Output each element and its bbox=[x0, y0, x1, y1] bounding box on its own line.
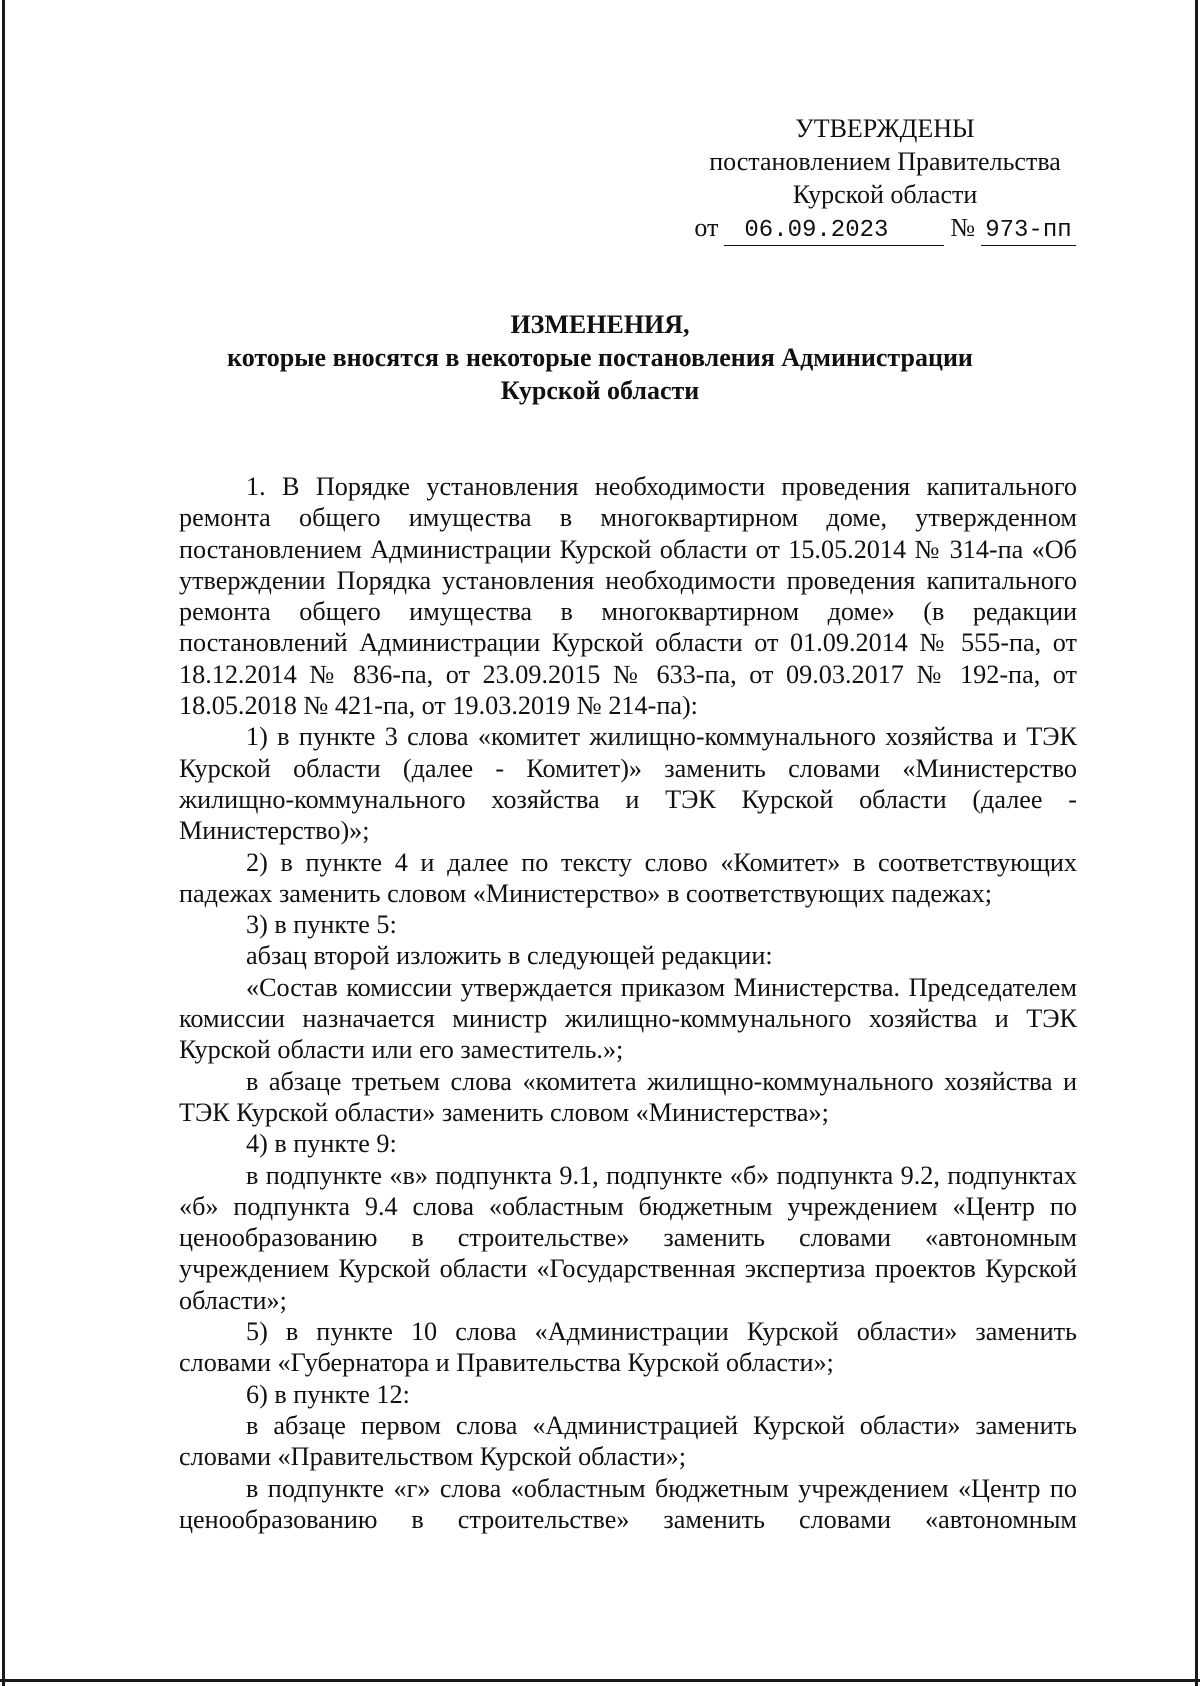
paragraph-10: 5) в пункте 10 слова «Администрации Курской области» заменить словами «Губернатора и Правительства Курской области»; bbox=[179, 1317, 1077, 1378]
scan-edge-bottom bbox=[0, 1679, 1200, 1682]
paragraph-8: 4) в пункте 9: bbox=[246, 1129, 397, 1159]
paragraph-13: в подпункте «г» слова «областным бюджетным учреждением «Центр по ценообразованию в строительстве» заменить словами «автономным bbox=[179, 1473, 1077, 1534]
paragraph-4: 3) в пункте 5: bbox=[246, 910, 397, 940]
document-body bbox=[179, 471, 1077, 1535]
title-line-3: Курской области bbox=[500, 376, 700, 405]
approval-region: Курской области bbox=[792, 180, 978, 209]
paragraph-5: абзац второй изложить в следующей редакции: bbox=[246, 941, 773, 971]
approval-number: 973-пп bbox=[981, 217, 1075, 246]
date-prefix: от bbox=[694, 213, 719, 242]
scan-edge-left bbox=[2, 0, 5, 1686]
paragraph-7: в абзаце третьем слова «комитета жилищно-коммунального хозяйства и ТЭК Курской области» заменить словом «Министерства»; bbox=[179, 1066, 1077, 1127]
approval-date-line bbox=[680, 211, 1090, 246]
paragraph-11: 6) в пункте 12: bbox=[246, 1379, 410, 1409]
paragraph-6: «Состав комиссии утверждается приказом Министерства. Председателем комиссии назначается министр жилищно-коммунального хозяйства и ТЭК Курской области или его заместитель.»; bbox=[179, 972, 1077, 1065]
scan-edge-right bbox=[1195, 0, 1198, 1686]
approval-stamp-block bbox=[680, 112, 1090, 246]
approval-date: 06.09.2023 bbox=[724, 217, 944, 246]
document-title bbox=[180, 308, 1020, 407]
approval-issuer: постановлением Правительства bbox=[709, 147, 1061, 176]
paragraph-9: в подпункте «в» подпункта 9.1, подпункте «б» подпункта 9.2, подпунктах «б» подпункта 9.4 слова «областным бюджетным учреждением «Центр по ценообразованию в строительстве» заменить словами «автономным учреждением Курской области «Государственная экспертиза проектов Курской области»; bbox=[179, 1160, 1077, 1315]
title-line-2: которые вносятся в некоторые постановления Администрации bbox=[227, 343, 973, 372]
paragraph-3: 2) в пункте 4 и далее по тексту слово «Комитет» в соответствующих падежах заменить словом «Министерство» в соответствующих падежах; bbox=[179, 847, 1077, 908]
paragraph-2: 1) в пункте 3 слова «комитет жилищно-коммунального хозяйства и ТЭК Курской области (далее - Комитет)» заменить словами «Министерство жилищно-коммунального хозяйства и ТЭК Курской области (далее - Министерство)»; bbox=[179, 722, 1077, 846]
title-line-1: ИЗМЕНЕНИЯ, bbox=[510, 310, 690, 339]
number-sign: № bbox=[950, 213, 976, 242]
paragraph-1: 1. В Порядке установления необходимости проведения капитального ремонта общего имущества в многоквартирном доме, утвержденном постановлением Администрации Курской области от 15.05.2014 № 314-па «Об утверждении Порядка установления необходимости проведения капитального ремонта общего имущества в многоквартирном доме» (в редакции постановлений Администрации Курской области от 01.09.2014 № 555-па, от 18.12.2014 № 836-па, от 23.09.2015 № 633-па, от 09.03.2017 № 192-па, от 18.05.2018 № 421-па, от 19.03.2019 № 214-па): bbox=[179, 472, 1077, 721]
paragraph-12: в абзаце первом слова «Администрацией Курской области» заменить словами «Правительством Курской области»; bbox=[179, 1410, 1077, 1472]
approval-heading: УТВЕРЖДЕНЫ bbox=[795, 114, 975, 143]
